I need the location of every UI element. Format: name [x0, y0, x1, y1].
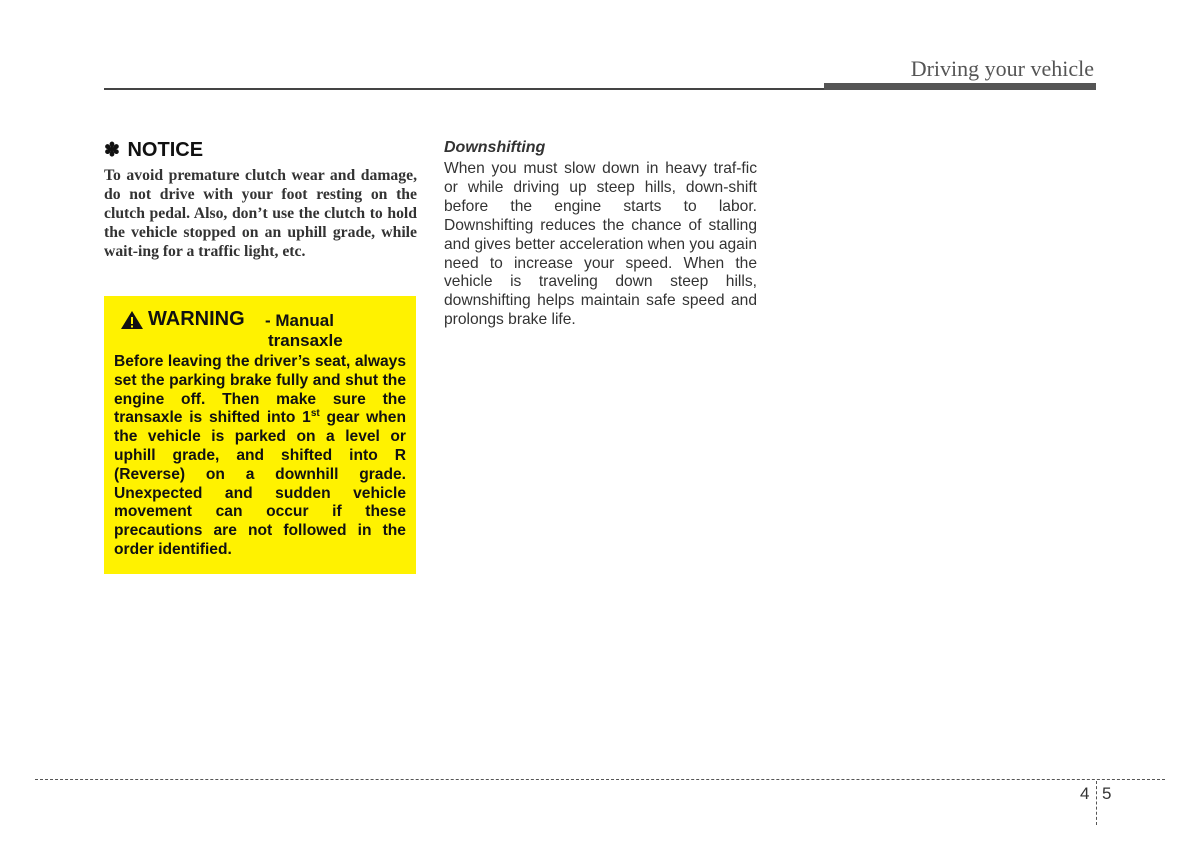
- page-number-divider: [1096, 781, 1097, 825]
- notice-asterisk-icon: ✽: [104, 140, 120, 161]
- warning-triangle-icon: [120, 310, 144, 330]
- notice-body: To avoid premature clutch wear and damage, do not drive with your foot resting on the clutch pedal. Also, don’t use the clutch to hold the vehicle stopped on an uphill grade, while wait-ing for a traffic light, etc.: [104, 167, 417, 260]
- downshifting-title: Downshifting: [444, 139, 546, 156]
- downshifting-body: When you must slow down in heavy traf-fic or while driving up steep hills, down-shift before the engine starts to labor. Downshifting reduces the chance of stalling and gives better acceleration when you again need to increase your speed. When the vehicle is traveling down steep hills, downshifting helps maintain safe speed and prolongs brake life.: [444, 160, 757, 329]
- chapter-number: 4: [1080, 784, 1090, 803]
- downshifting-section: [444, 139, 757, 330]
- warning-label: WARNING: [148, 308, 245, 330]
- page-number: 5: [1102, 784, 1112, 803]
- notice-heading-text: NOTICE: [127, 139, 204, 161]
- warning-body-part1: Before leaving the driver’s seat, always set the parking brake fully and shut the engine off. Then make sure the transaxle is shifted into 1: [114, 353, 406, 427]
- warning-heading: [114, 308, 406, 360]
- warning-body-part2: gear when the vehicle is parked on a level or uphill grade, and shifted into R (Reverse) on a downhill grade. Unexpected and sudden vehicle movement can occur if these precautions are not followed in the order identified.: [114, 409, 406, 558]
- running-header-title: Driving your vehicle: [910, 56, 1094, 81]
- notice-section: [104, 139, 417, 261]
- warning-subtitle-line2: transaxle: [268, 331, 343, 350]
- header-rule: [104, 88, 826, 90]
- warning-box: [104, 296, 416, 574]
- warning-body-superscript: st: [310, 408, 320, 420]
- footer-rule: [35, 779, 1165, 780]
- header-rule-accent: [824, 83, 1096, 90]
- warning-subtitle-line1: - Manual: [265, 311, 334, 330]
- warning-body: [114, 353, 406, 560]
- notice-heading: [104, 139, 417, 162]
